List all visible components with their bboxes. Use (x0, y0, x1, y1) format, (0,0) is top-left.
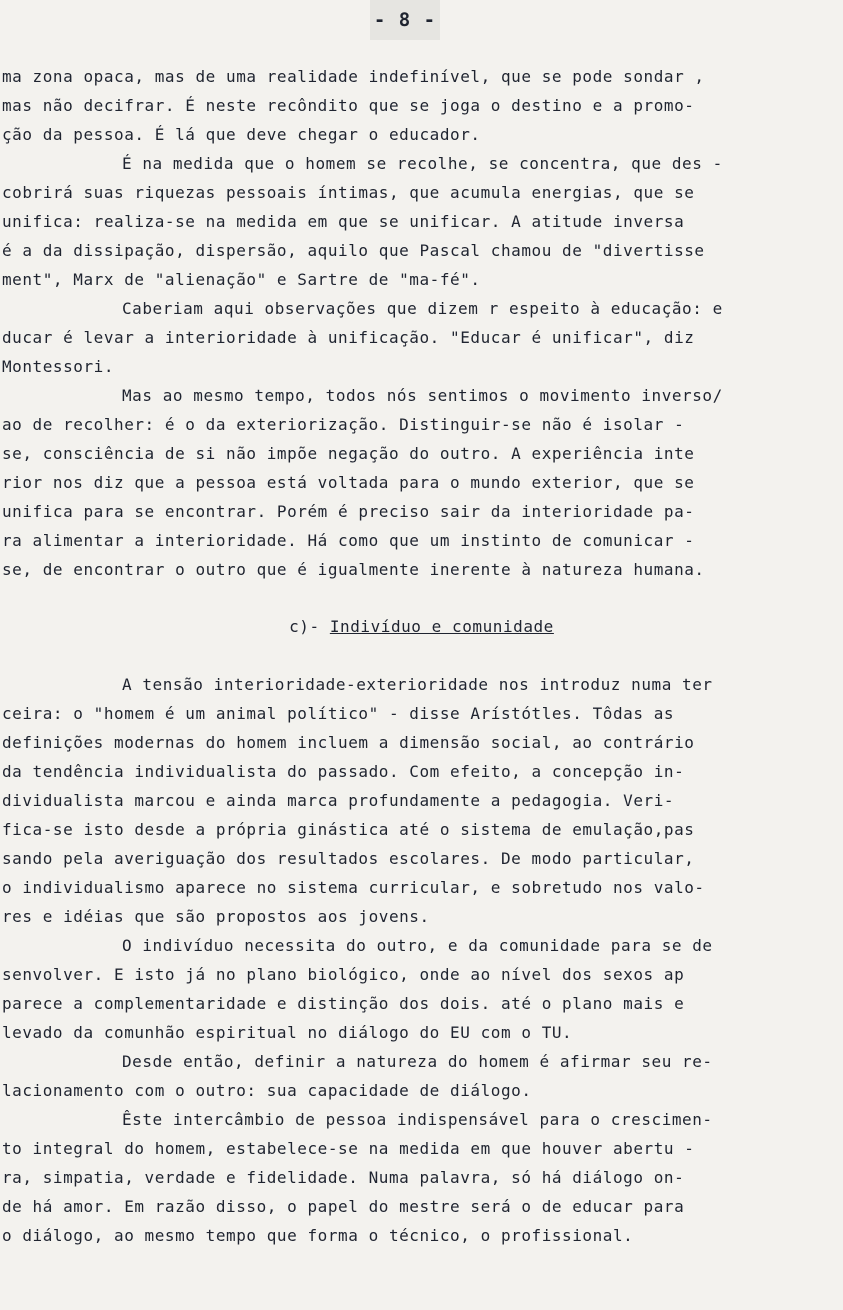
text-line: unifica para se encontrar. Porém é preciso sair da interioridade pa- (2, 502, 695, 521)
text-line: to integral do homem, estabelece-se na medida em que houver abertu - (2, 1139, 695, 1158)
text-line: levado da comunhão espiritual no diálogo do EU com o TU. (2, 1023, 573, 1042)
section-gap (0, 647, 843, 670)
section-heading (0, 607, 843, 647)
text-line: rior nos diz que a pessoa está voltada para o mundo exterior, que se (2, 473, 695, 492)
text-line: sando pela averiguação dos resultados escolares. De modo particular, (2, 849, 695, 868)
section-gap (0, 584, 843, 607)
text-line: o individualismo aparece no sistema curricular, e sobretudo nos valo- (2, 878, 705, 897)
text-line: cobrirá suas riquezas pessoais íntimas, que acumula energias, que se (2, 183, 695, 202)
text-line: mas não decifrar. É neste recôndito que se joga o destino e a promo- (2, 96, 695, 115)
text-line: dividualista marcou e ainda marca profundamente a pedagogia. Veri- (2, 791, 675, 810)
text-line: senvolver. E isto já no plano biológico, onde ao nível dos sexos ap (2, 965, 685, 984)
paragraph (0, 149, 843, 294)
page-number: - 8 - (370, 0, 440, 40)
paragraph (0, 62, 843, 149)
text-line: Êste intercâmbio de pessoa indispensável para o crescimen- (122, 1110, 713, 1129)
text-line: ção da pessoa. É lá que deve chegar o educador. (2, 125, 481, 144)
text-line: parece a complementaridade e distinção dos dois. até o plano mais e (2, 994, 685, 1013)
paragraph (0, 1047, 843, 1105)
text-line: da tendência individualista do passado. Com efeito, a concepção in- (2, 762, 685, 781)
text-line: se, consciência de si não impõe negação do outro. A experiência inte (2, 444, 695, 463)
paragraph (0, 670, 843, 931)
text-line: definições modernas do homem incluem a dimensão social, ao contrário (2, 733, 695, 752)
text-line: fica-se isto desde a própria ginástica até o sistema de emulação,pas (2, 820, 695, 839)
text-line: unifica: realiza-se na medida em que se unificar. A atitude inversa (2, 212, 685, 231)
text-line: se, de encontrar o outro que é igualmente inerente à natureza humana. (2, 560, 705, 579)
body-text (0, 62, 843, 1250)
text-line: A tensão interioridade-exterioridade nos introduz numa ter (122, 675, 713, 694)
section-heading-title: Indivíduo e comunidade (329, 617, 554, 636)
text-line: ment", Marx de "alienação" e Sartre de "ma-fé". (2, 270, 481, 289)
text-line: Mas ao mesmo tempo, todos nós sentimos o movimento inverso/ (122, 386, 723, 405)
text-after-heading (0, 670, 843, 1250)
text-line: ra alimentar a interioridade. Há como que um instinto de comunicar - (2, 531, 695, 550)
text-line: é a da dissipação, dispersão, aquilo que Pascal chamou de "divertisse (2, 241, 705, 260)
text-line: lacionamento com o outro: sua capacidade de diálogo. (2, 1081, 532, 1100)
text-line: de há amor. Em razão disso, o papel do mestre será o de educar para (2, 1197, 685, 1216)
text-line: res e idéias que são propostos aos jovens. (2, 907, 430, 926)
section-heading-prefix: c)- (289, 617, 330, 636)
paragraph (0, 381, 843, 584)
text-line: ra, simpatia, verdade e fidelidade. Numa palavra, só há diálogo on- (2, 1168, 685, 1187)
text-line: ducar é levar a interioridade à unificação. "Educar é unificar", diz (2, 328, 695, 347)
text-line: ao de recolher: é o da exteriorização. Distinguir-se não é isolar - (2, 415, 685, 434)
paragraph (0, 931, 843, 1047)
paragraph (0, 1105, 843, 1250)
text-line: Caberiam aqui observações que dizem r espeito à educação: e (122, 299, 723, 318)
text-line: ma zona opaca, mas de uma realidade indefinível, que se pode sondar , (2, 67, 705, 86)
text-before-heading (0, 62, 843, 584)
text-line: o diálogo, ao mesmo tempo que forma o técnico, o profissional. (2, 1226, 634, 1245)
text-line: ceira: o "homem é um animal político" - disse Arístótles. Tôdas as (2, 704, 675, 723)
text-line: Montessori. (2, 357, 115, 376)
text-line: O indivíduo necessita do outro, e da comunidade para se de (122, 936, 713, 955)
text-line: Desde então, definir a natureza do homem é afirmar seu re- (122, 1052, 713, 1071)
paragraph (0, 294, 843, 381)
text-line: É na medida que o homem se recolhe, se concentra, que des - (122, 154, 723, 173)
